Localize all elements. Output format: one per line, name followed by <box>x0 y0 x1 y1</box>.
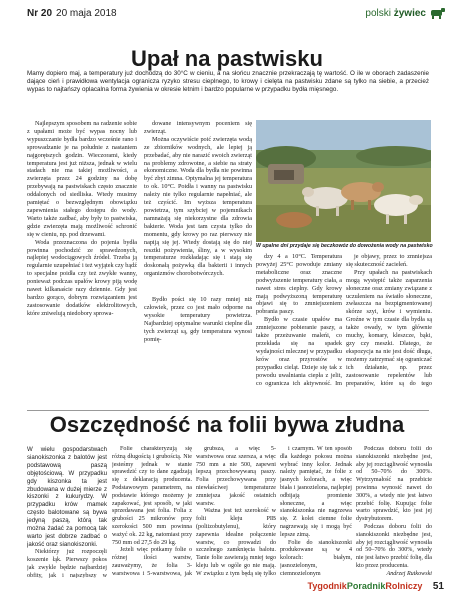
article1-lead: Mamy dopiero maj, a temperatury już dochodzą do 30°C w cieniu, a na słońcu znacznie przekraczają tę wartość. O ile w oborach zadaszenie dające cień i prawidłowa wentylacja ogranicza ryzyko stresu cieplnego, to krowy i cielęta na pastwisku zdane są tylko na siebie, a przecież wypas to najtańszy oplacalna forma żywienia w okresie letnim i bardzo popularne w przypadku bydła mięsnego. <box>27 70 429 94</box>
article2-column-3 <box>196 446 276 578</box>
section-divider <box>27 410 429 411</box>
paragraph: Ważna jest też szerokość w folii kleju PIB (poliizobutylenu), który zapewnia idealne połączenie warstw, co prowadzi do szczelnego zamknięcia balotu. Tanie folie zawierają mniej tego kleju lub w ogóle go nie mają. W związku z tym będą się tylko <box>196 508 276 577</box>
paragraph: je objawy, przez to zmniejsza się skuteczność zacieleń. <box>346 253 432 268</box>
paragraph: Podczas doboru folii do sianokiszonki niezbędne jest, aby jej rozciągliwość wynosiła od 50–70% do 300%. Wytrzymałość na przebicie powinna wynosić nawet do 300%, a wtedy nie jest łatwo przebić folię. Kupując folie warto sprawdzić, kto jest jej dystrybutorem. <box>356 446 432 523</box>
paragraph: Woda przeznaczona do pojenia bydła powinna pochodzić ze sprawdzonych, najlepiej wodociągowych źródeł. Trzeba ją regularnie uzupełniać i też wyjątek czy bądź to specjalne poidła czy też zwykłe wanny, ponieważ podczas upałów krowy piją wodę nawet kilkanaście razy dziennie. Gdy jest bardzo gorąco, dobrym rozwiązaniem jest zastosowanie dodatków elektrolitowych, które zniwelują niedobory sprowa- <box>27 238 137 317</box>
article2-column-4 <box>280 446 352 578</box>
article2-column-2 <box>112 446 192 578</box>
page-header <box>0 0 454 38</box>
paragraph: dzy 4 a 10°C. Temperatura powyżej 25°C powoduje zmiany metaboliczne oraz znaczne podwyższenie temperatury ciała, a nawet stres cieplny. Gdy krowy mają podwyższoną temperaturę objawi się to zmniejszeniem pobrania paszy. <box>256 253 342 316</box>
paragraph: Folie charakteryzują się różną długością i grubością. Nie jesteśmy jednak w stanie sprawdzić czy to dane zgadzają się z deklaracją producenta. Podstawowym parametrem, na podstawie którego możemy je zapakować, jest sposób, w jaki sprzedawana jest folia. Folia z grubości 25 mikronów przy szerokości 500 mm powinna ważyć ok. 22 kg, natomiast przy 750 mm od 27,5 do 29 kg. <box>112 446 192 546</box>
issue-number: Nr 20 <box>27 8 53 19</box>
page-number: 51 <box>432 581 444 592</box>
footer-brand-1: Tygodnik <box>307 581 347 591</box>
paragraph: i czarnym. W ten sposób dla każdego pokosu można wybrać inny kolor. Jednak należy pamiętać, że folie z jasnych kolorach, a więc biała i jasnozielona, najlepiej odbijają promienie słoneczne, a więc sianokiszonka nie nagrzewa się. Z kolei ciemne folie nagrzewają się i mogą być lepsze zimą. <box>280 446 352 538</box>
paragraph: dowane intensywnym poceniem się zwierząt. <box>144 120 252 135</box>
article1-column-2 <box>144 120 252 295</box>
paragraph: Folie do sianokiszonki produkowane są w 4 kolorach: białym, jasnozielonym, ciemnozielonym <box>280 539 352 577</box>
brand-bold: żywiec <box>393 8 426 19</box>
article2-author: Andrzej Rutkowski <box>386 570 432 577</box>
paragraph: Najlepszym sposobem na radzenie sobie z upałami może być wypas nocny lub wypuszczanie bydła bardzo wcześnie rano i sprowadzanie je na południe z nastaniem najgorętszych godzin. Wieczorami, kiedy temperatura jest już niższa, jednak w wielu stadach nie ma takiej możliwości, a zwierzęta przez 24 godziny na dobę przebywają na pastwiskach często znacznie oddalonych od siedliska. Wtedy musimy pamiętać o bezwzględnym obowiązku zapewnienia stałego dostępu do wody. Warto także zadbać, aby były to pastwiska, gdzie zwierzęta mają możliwość schronić się w cieniu, np. pod drzewami. <box>27 120 137 238</box>
issue-info <box>27 8 117 19</box>
issue-date: 20 maja 2018 <box>56 8 117 19</box>
article2-column-5 <box>356 446 432 578</box>
paragraph: Można oczywiście poić zwierzęta wodą ze zbiorników wodnych, ale lepiej ją przebadać, aby nie narazić swoich zwierząt na problemy zdrowotne, a siebie na straty ekonomiczne. Woda dla bydła nie powinna być zbyt zimna. Optymalna jej temperatura to ok. 10°C. Poidła i wanny na pastwisku należy nie tylko regularnie napełniać, ale też czyścić. Im wyższa temperatura powietrza, tym szybciej w pojemnikach namnażają się niekorzystne dla zdrowia bakterie. Woda jest tam czysta tylko do momentu, gdy krowy po raz pierwszy nie napiją się jej. Wtedy dostają się do niej resztki pożywienia, śliny, a w wysokim temperaturze rozkładając się i stają się doskonałą pożywką dla bakterii i innych organizmów chorobotwórczych. <box>144 135 252 278</box>
cattle-photo <box>256 120 431 242</box>
article1-title: Upał na pastwisku <box>131 46 323 71</box>
footer-brand-2: Poradnik <box>346 581 386 591</box>
page-footer <box>307 581 444 592</box>
paragraph: Przy upałach na pastwiskach mogą występić także zaparzenia słoneczne oraz zmiany związane z uczuleniem na światło słoneczne, zwłaszcza na bezpigmentowanej skórze szyi, krów i wymieniu. Groźne w tym czasie dla bydła są także owady, w tym głównie muchy, komary, kleszcze, bąki, gzy czy meszki. Dlatego, że ekspozycja na nie jest dość długa, możemy zatrzymać się ograniczać ich działanie, np. przez zastosowanie repelentów lub preparatów, które są do tego <box>346 268 432 387</box>
footer-brand-3: Rolniczy <box>385 581 423 591</box>
brand-plain: polski <box>365 8 391 19</box>
paragraph: grubsza, a więc 5-warstwowa oraz szersza, a więc 750 mm a nie 500, zapewni lepszą przechowywaną paszy. Folia przechowywana przy niewłaściwej temperaturze zmniejsza jakość ostatnich warstw. <box>196 446 276 507</box>
article1-column-1 <box>27 120 137 408</box>
paragraph: Jeżeli więc potkamy folie o różnej ilości warstw, zauważymy, że folia 3-warstwowa i 5-warstwowa, jak <box>112 547 192 577</box>
article2-title: Oszczędność na folii bywa złudna <box>49 412 405 437</box>
article1-column-2b <box>144 296 252 408</box>
lead-body: Niektórzy już rozpoczęli koszenie łąk. Pierwszy pokos jak zwykle będzie najbardziej obfity, jak i najszybszy w <box>27 548 107 578</box>
paragraph: Bydło pości się 10 razy mniej niż człowiek, przez co jest mało odporne na wysokie temperatury powietrza. Najbardziej optymalne warunki cieplne dla tych zwierząt są, gdy temperatura wynosi pomię- <box>144 296 252 343</box>
section-brand <box>365 8 426 19</box>
paragraph: Podczas doboru folii do sianokiszonki niezbędne jest, aby jej rozciągliwość wynosiła od 50–70% do 300%, wtedy nie jest łatwo przebić folię, dla kto przez producenta. <box>356 523 432 569</box>
lead-text: W wielu gospodarstwach sianokiszonka z balotów jest podstawową paszą objętościową. W przypadku gdy kiszonka ta jest zbudowana w dużej mierze z kiszonki z kukurydzy. W przypadku krów mamek często balotowane są bywa jedyną paszą, którą tak można żadać za pomocą tak warto jest dobrze zadbać o jakość oraz sianokiszonki. <box>27 446 107 548</box>
cow-logo-icon <box>428 6 446 20</box>
paragraph: Bydło w czasie upałów ma zmniejszone pobieranie paszy, a także przeżuwanie maleńi, co przekłada się na spadek wydajności mlecznej w przypadku krów oraz przyrostów w przypadku cieląt. Dzieje się tak z powodu uwalniania ciepła z jelit, co ogranicza ich aktywność. Im <box>256 316 342 387</box>
article2-lead <box>27 446 107 578</box>
article1-column-4 <box>346 253 432 387</box>
photo-caption: W upalne dni przydaje się beczkowóz do dowożenia wody na pastwisko <box>256 243 433 249</box>
article1-column-3 <box>256 253 342 387</box>
